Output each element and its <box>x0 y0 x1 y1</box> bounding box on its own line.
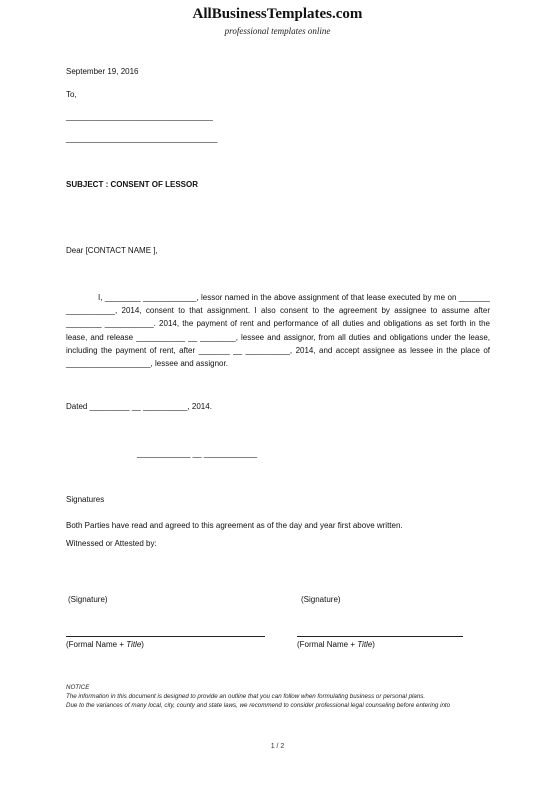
to-label: To, <box>66 90 77 99</box>
signature-label-left: (Signature) <box>68 595 108 604</box>
brand-tagline: professional templates online <box>224 26 331 36</box>
formal-name-left <box>66 640 144 650</box>
signatures-heading: Signatures <box>66 495 105 504</box>
letter-date: September 19, 2016 <box>66 67 139 76</box>
lessor-signature-line: ____________ __ ____________ <box>137 449 258 458</box>
formal-name-right-suffix: ) <box>372 640 375 649</box>
address-line-1: _________________________________ <box>66 112 213 121</box>
signature-rule-left <box>66 636 265 637</box>
salutation: Dear [CONTACT NAME ], <box>66 246 158 255</box>
brand-logo: AllBusinessTemplates.com <box>192 6 363 22</box>
dated-line: Dated _________ __ __________, 2014. <box>66 402 212 411</box>
witnessed-label: Witnessed or Attested by: <box>66 539 157 548</box>
notice-line-1: The information in this document is designed to provide an outline that you can follow when formulating business or personal plans. <box>66 693 426 700</box>
body-paragraph <box>66 291 490 370</box>
formal-name-right <box>297 640 375 650</box>
formal-name-right-title: Title <box>357 640 373 649</box>
formal-name-left-title: Title <box>126 640 142 649</box>
body-text: I, ________ ____________, lessor named in the above assignment of that lease executed by me on _______ ___________, 2014, consent to that assignment. I also consent to the agreement by assignee to assume after ________ ___________. 2014, the payment of rent and performance of all duties and obligations as set forth in the lease, and release ___________ __ ________, lessee and assignor, from all duties and obligations under the lease, including the payment of rent, after _______ __ __________, 2014, and accept assignee as lessee in the place of ___________________, lessee and assignor. <box>66 293 490 369</box>
formal-name-left-prefix: (Formal Name + <box>66 640 127 649</box>
formal-name-left-suffix: ) <box>141 640 144 649</box>
formal-name-right-prefix: (Formal Name + <box>297 640 358 649</box>
signature-label-right: (Signature) <box>301 595 341 604</box>
address-line-2: __________________________________ <box>66 134 218 143</box>
notice-line-2: Due to the variances of many local, city, county and state laws, we recommend to consider professional legal counseling before entering into <box>66 702 451 709</box>
signature-rule-right <box>297 636 463 637</box>
page-number: 1 / 2 <box>270 743 285 750</box>
notice-heading: NOTICE <box>66 684 90 691</box>
subject-line: SUBJECT : CONSENT OF LESSOR <box>66 180 199 189</box>
agreement-statement: Both Parties have read and agreed to this agreement as of the day and year first above written. <box>66 521 403 530</box>
